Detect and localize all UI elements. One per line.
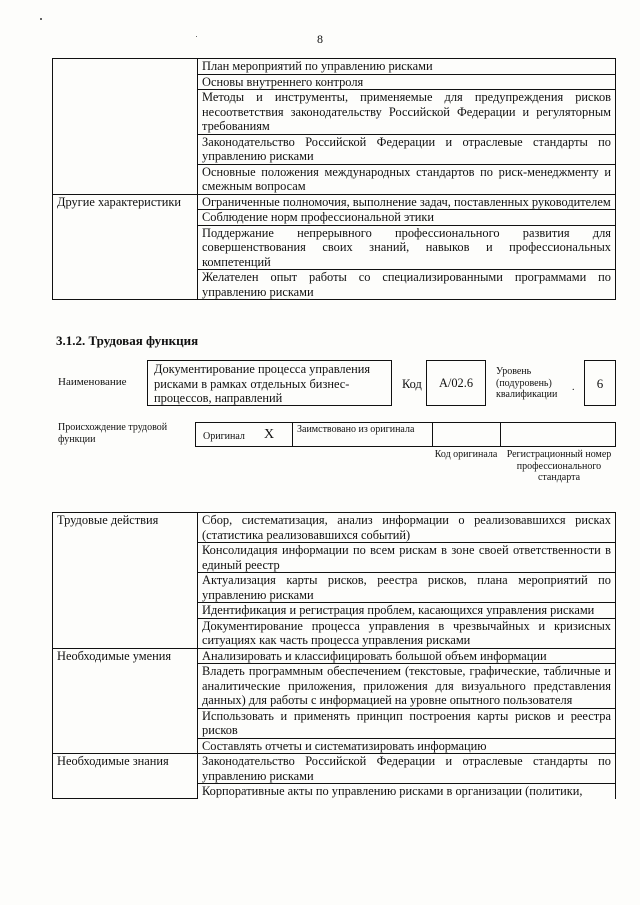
- row-value: Законодательство Российской Федерации и отраслевые стандарты по управлению рисками: [198, 134, 616, 164]
- separator-dot: .: [572, 382, 575, 393]
- origin-label: Происхождение трудовой функции: [58, 422, 168, 445]
- code-value: А/02.6: [438, 376, 474, 390]
- code-label: Код: [402, 377, 422, 391]
- row-label: Необходимые умения: [53, 648, 198, 754]
- row-label: [53, 59, 198, 195]
- level-label: Уровень (подуровень) квалификации: [496, 366, 558, 400]
- divider: [500, 423, 501, 446]
- row-label: Другие характеристики: [53, 194, 198, 300]
- row-value: Поддержание непрерывного профессионального развития для совершенствования своих знаний, навыков и профессиональных компетенций: [198, 225, 616, 270]
- row-value: Корпоративные акты по управлению рисками в организации (политики,: [198, 784, 616, 799]
- row-value: Документирование процесса управления в чрезвычайных и кризисных ситуациях как часть процесса управления рисками: [198, 618, 616, 648]
- row-label: Трудовые действия: [53, 513, 198, 649]
- row-label: Необходимые знания: [53, 754, 198, 799]
- name-label: Наименование: [58, 376, 127, 388]
- page-number: 8: [317, 32, 323, 46]
- original-mark: X: [264, 427, 275, 442]
- row-value: Ограниченные полномочия, выполнение задач, поставленных руководителем: [198, 194, 616, 210]
- borrowed-label: Заимствовано из оригинала: [297, 424, 415, 435]
- row-value: Методы и инструменты, применяемые для предупреждения рисков несоответствия законодательству Российской Федерации и регуляторным требованиям: [198, 90, 616, 135]
- origin-box: [195, 422, 616, 447]
- scan-speck: [40, 18, 42, 20]
- row-value: Владеть программным обеспечением (текстовые, графические, табличные и аналитические приложения, приложения для визуального представления данных) для работы с информацией на уровне опытного пользователя: [198, 664, 616, 709]
- table-row: [53, 194, 616, 210]
- code-caption: Код оригинала: [434, 449, 498, 460]
- table-row: [53, 754, 616, 784]
- row-value: Основы внутреннего контроля: [198, 74, 616, 90]
- table-row: [53, 648, 616, 664]
- section-title: 3.1.2. Трудовая функция: [56, 333, 199, 348]
- code-box: [426, 360, 486, 406]
- reg-caption: Регистрационный номер профессионального стандарта: [506, 449, 612, 483]
- level-box: [584, 360, 616, 406]
- row-value: Соблюдение норм профессиональной этики: [198, 210, 616, 226]
- function-name-box: [147, 360, 392, 406]
- divider: [292, 423, 293, 446]
- row-value: Основные положения международных стандартов по риск-менеджменту и смежным вопросам: [198, 164, 616, 194]
- row-value: Консолидация информации по всем рискам в зоне своей ответственности в единый реестр: [198, 543, 616, 573]
- table-row: [53, 59, 616, 75]
- row-value: План мероприятий по управлению рисками: [198, 59, 616, 75]
- row-value: Использовать и применять принцип построения карты рисков и реестра рисков: [198, 708, 616, 738]
- top-requirements-table: [52, 58, 616, 300]
- row-value: Законодательство Российской Федерации и отраслевые стандарты по управлению рисками: [198, 754, 616, 784]
- original-label: Оригинал: [203, 431, 245, 442]
- row-value: Сбор, систематизация, анализ информации о реализовавшихся рисках (статистика реализовавшихся событий): [198, 513, 616, 543]
- table-row: [53, 513, 616, 543]
- row-value: Идентификация и регистрация проблем, касающихся управления рисками: [198, 603, 616, 619]
- bottom-function-table: [52, 512, 616, 799]
- function-name-value: Документирование процесса управления рисками в рамках отдельных бизнес-процессов, направлений: [154, 362, 371, 405]
- row-value: Актуализация карты рисков, реестра рисков, плана мероприятий по управлению рисками: [198, 573, 616, 603]
- level-value: 6: [596, 376, 604, 391]
- row-value: Желателен опыт работы со специализированными программами по управлению рисками: [198, 270, 616, 300]
- row-value: Анализировать и классифицировать большой объем информации: [198, 648, 616, 664]
- divider: [432, 423, 433, 446]
- row-value: Составлять отчеты и систематизировать информацию: [198, 738, 616, 754]
